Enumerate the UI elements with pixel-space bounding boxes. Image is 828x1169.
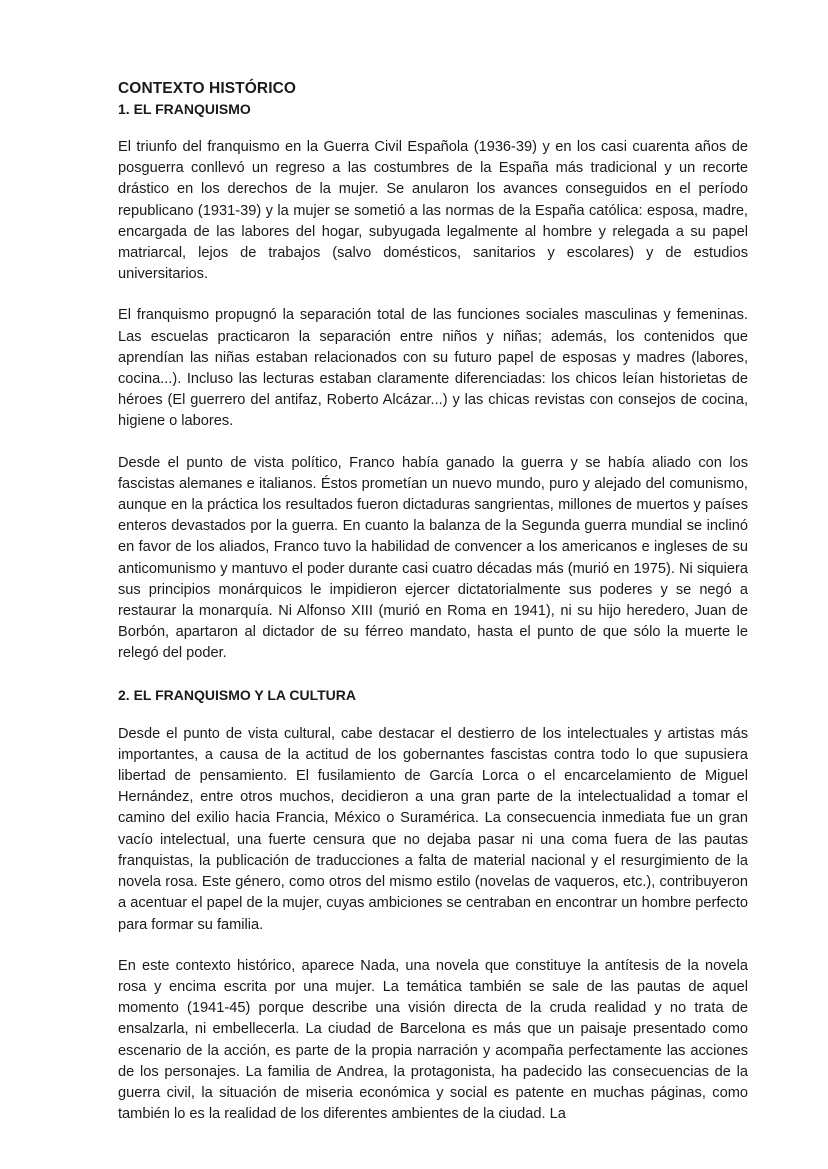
document-title: CONTEXTO HISTÓRICO bbox=[118, 80, 297, 97]
paragraph-franquismo-2: El franquismo propugnó la separación total de las funciones sociales masculinas y femeninas. Las escuelas practicaron la separación entre niños y niñas; además, los contenidos que aprendían las niñas estaban relacionados con su futuro papel de esposas y madres (labores, cocina...). Incluso las lecturas estaban claramente diferenciadas: los chicos leían historietas de héroes (El guerrero del antifaz, Roberto Alcázar...) y las chicas revistas con consejos de cocina, higiene o labores. bbox=[118, 307, 748, 430]
document-body bbox=[118, 79, 748, 1125]
paragraph-franquismo-3: Desde el punto de vista político, Franco había ganado la guerra y se había aliado con los fascistas alemanes e italianos. Éstos prometían un nuevo mundo, puro y alejado del comunismo, aunque en la práctica los resultados fueron dictaduras sangrientas, millones de muertos y países enteros devastados por la guerra. En cuanto la balanza de la Segunda guerra mundial se inclinó en favor de los aliados, Franco tuvo la habilidad de convencer a los americanos e ingleses de su anticomunismo y mantuvo el poder durante casi cuatro décadas más (murió en 1975). Ni siquiera sus principios monárquicos le impidieron ejercer dictatorialmente sus poderes y se negó a restaurar la monarquía. Ni Alfonso XIII (murió en Roma en 1941), ni su hijo heredero, Juan de Borbón, apartaron al dictador de su férreo mandato, hasta el punto de que sólo la muerte le relegó del poder. bbox=[118, 454, 748, 662]
paragraph-cultura-1: Desde el punto de vista cultural, cabe destacar el destierro de los intelectuales y artistas más importantes, a causa de la actitud de los gobernantes fascistas contra todo lo que supusiera libertad de pensamiento. El fusilamiento de García Lorca o el encarcelamiento de Miguel Hernández, entre otros muchos, decidieron a una gran parte de la intelectualidad a tomar el camino del exilio hacia Francia, México o Suramérica. La consecuencia inmediata fue un gran vacío intelectual, una fuerte censura que no dejaba pasar ni una coma fuera de las pautas franquistas, la publicación de traducciones a falta de material nacional y el resurgimiento de la novela rosa. Este género, como otros del mismo estilo (novelas de vaqueros, etc.), contribuyeron a acentuar el papel de la mujer, cuyas ambiciones se centraban en encontrar un hombre perfecto para formar su familia. bbox=[118, 725, 748, 933]
paragraph-cultura-2: En este contexto histórico, aparece Nada, una novela que constituye la antítesis de la novela rosa y encima escrita por una mujer. La temática también se sale de las pautas de aquel momento (1941-45) porque describe una visión directa de la cruda realidad y no trata de ensalzarla, ni embellecerla. La ciudad de Barcelona es más que un paisaje presentado como escenario de la acción, es parte de la propia narración y acompaña perfectamente las acciones de los personajes. La familia de Andrea, la protagonista, ha padecido las consecuencias de la guerra civil, la situación de miseria económica y social es patente en muchas páginas, como también lo es la realidad de los diferentes ambientes de la ciudad. La bbox=[118, 957, 748, 1123]
paragraph-franquismo-1: El triunfo del franquismo en la Guerra Civil Española (1936-39) y en los casi cuarenta años de posguerra conllevó un regreso a las costumbres de la España más tradicional y un recorte drástico en los derechos de la mujer. Se anularon los avances conseguidos en el período republicano (1931-39) y la mujer se sometió a las normas de la España católica: esposa, madre, encargada de las labores del hogar, subyugada legalmente al hombre y relegada a su papel matriarcal, lejos de trabajos (salvo domésticos, sanitarios y escolares) y de estudios universitarios. bbox=[118, 139, 748, 283]
section-heading-cultura: 2. EL FRANQUISMO Y LA CULTURA bbox=[118, 686, 357, 703]
section-heading-franquismo: 1. EL FRANQUISMO bbox=[118, 101, 251, 117]
